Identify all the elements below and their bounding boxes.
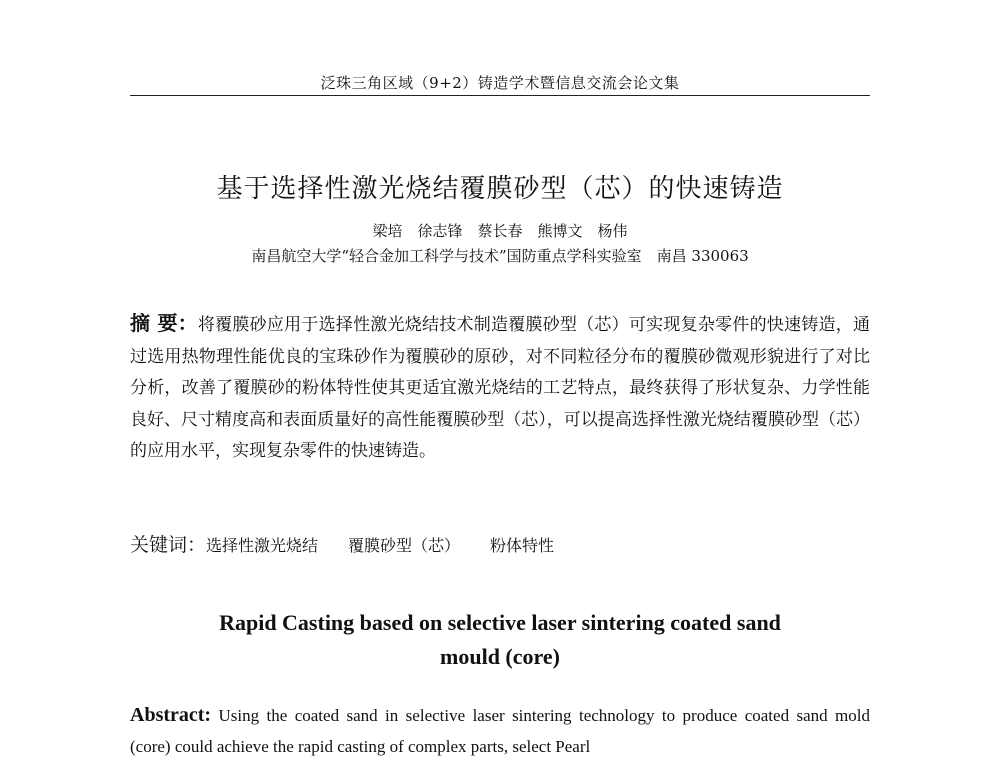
affiliation: 南昌航空大学“轻合金加工科学与技术”国防重点学科实验室 南昌 330063	[251, 247, 749, 265]
abstract-en-text: Using the coated sand in selective laser sintering technology to produce coated sand mold (core) could achieve the rapid casting of complex parts, select Pearl	[130, 706, 870, 756]
authors: 梁培 徐志锋 蔡长春 熊博文 杨伟	[372, 222, 628, 240]
keywords-cn	[130, 530, 870, 557]
keywords-cn-label: 关键词：	[130, 534, 207, 556]
title-en-line: Rapid Casting based on selective laser sintering coated sand	[219, 610, 781, 635]
abstract-en	[130, 700, 870, 762]
paper-title-en	[130, 606, 870, 674]
keyword: 选择性激光烧结	[206, 536, 319, 555]
keyword: 覆膜砂型（芯）	[348, 536, 461, 555]
abstract-en-label: Abstract:	[130, 704, 212, 726]
header-rule	[130, 95, 870, 96]
abstract-cn-text: 将覆膜砂应用于选择性激光烧结技术制造覆膜砂型（芯）可实现复杂零件的快速铸造，通过选用热物理性能优良的宝珠砂作为覆膜砂的原砂，对不同粒径分布的覆膜砂微观形貌进行了对比分析，改善了覆膜砂的粉体特性使其更适宜激光烧结的工艺特点，最终获得了形状复杂、力学性能良好、尺寸精度高和表面质量好的高性能覆膜砂型（芯），可以提高选择性激光烧结覆膜砂型（芯）的应用水平，实现复杂零件的快速铸造。	[130, 315, 870, 461]
journal-header: 泛珠三角区域（9+2）铸造学术暨信息交流会论文集	[320, 74, 680, 92]
keyword: 粉体特性	[490, 536, 555, 555]
title-en-line: mould (core)	[440, 644, 560, 669]
paper-title-cn: 基于选择性激光烧结覆膜砂型（芯）的快速铸造	[216, 174, 784, 204]
abstract-cn	[130, 308, 870, 468]
abstract-cn-label: 摘 要：	[130, 311, 198, 335]
